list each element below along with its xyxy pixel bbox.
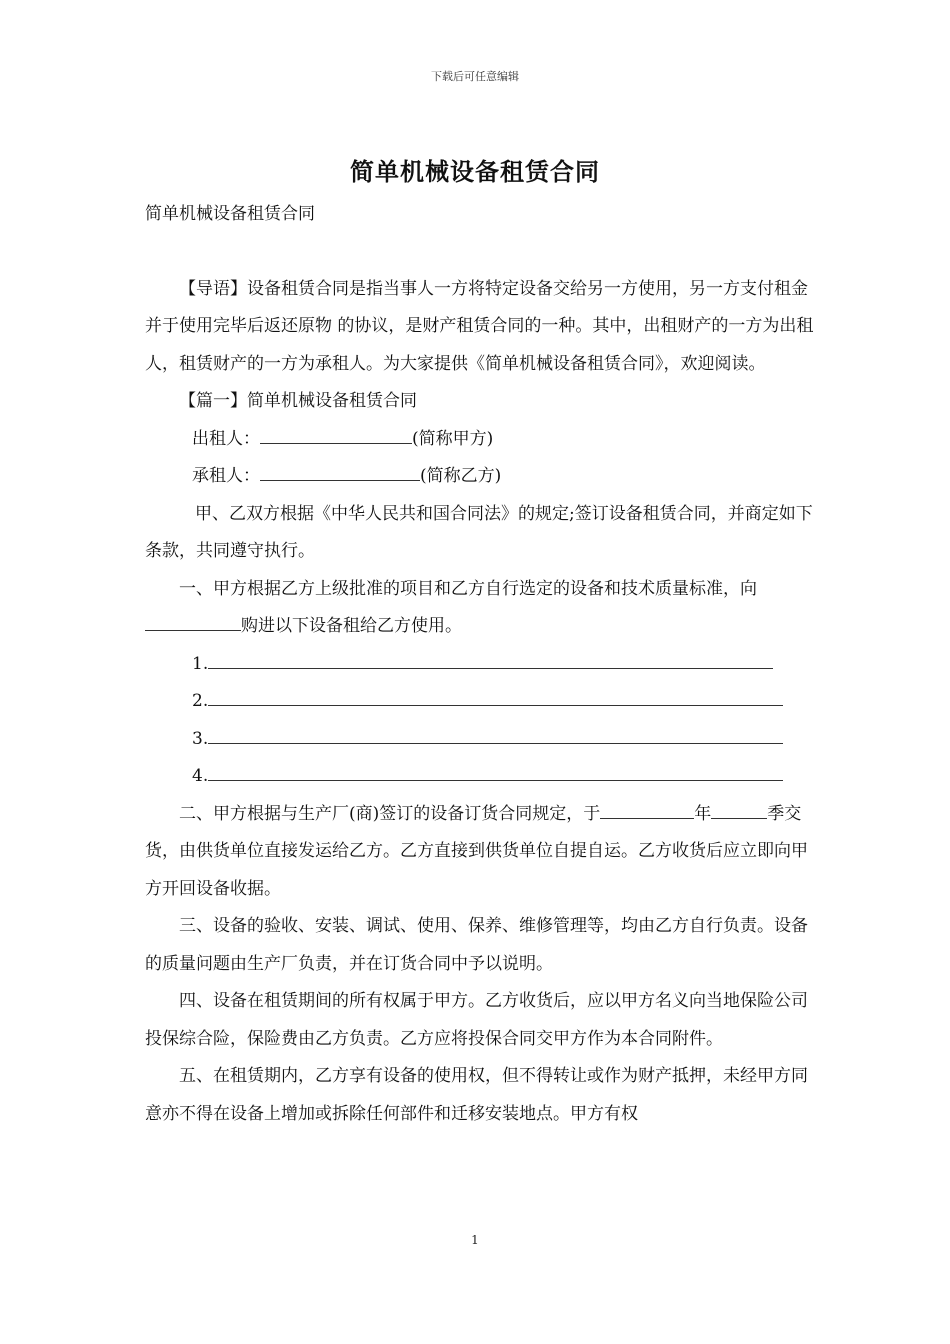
supplier-blank <box>145 610 241 631</box>
lessee-blank <box>260 460 420 481</box>
section-heading: 【篇一】简单机械设备租赁合同 <box>179 391 417 411</box>
clause-2-text-a: 二、甲方根据与生产厂(商)签订的设备订货合同规定，于 <box>179 803 601 824</box>
lessor-label: 出租人： <box>192 428 260 449</box>
item-blank <box>208 760 783 781</box>
clause-1-text-b: 购进以下设备租给乙方使用。 <box>241 616 462 636</box>
item-blank <box>208 685 783 706</box>
intro-paragraph: 【导语】设备租赁合同是指当事人一方将特定设备交给另一方使用，另一方支付租金并于使用完毕后返还原物 的协议，是财产租赁合同的一种。其中，出租财产的一方为出租人，租赁财产的一方为承租人。为大家提供《简单机械设备租赁合同》，欢迎阅读。 <box>145 278 814 374</box>
lessee-label: 承租人： <box>192 466 260 486</box>
year-blank <box>600 798 694 819</box>
item-number: 2. <box>192 691 209 711</box>
lessee-line <box>145 458 815 496</box>
agreement-paragraph: 甲、乙双方根据《中华人民共和国合同法》的规定;签订设备租赁合同，并商定如下条款，共同遵守执行。 <box>145 503 813 561</box>
header-note: 下载后可任意编辑 <box>431 70 519 83</box>
clause-1 <box>145 571 815 646</box>
clause-4: 四、设备在租赁期间的所有权属于甲方。乙方收货后，应以甲方名义向当地保险公司投保综合险，保险费由乙方负责。乙方应将投保合同交甲方作为本合同附件。 <box>145 991 808 1049</box>
lessee-suffix: (简称乙方) <box>420 466 502 486</box>
quarter-blank <box>711 798 767 819</box>
clause-2-text-c: 季交货，由供货单位直接发运给乙方。乙方直接到供货单位自提自运。乙方收货后应立即向甲方开回设备收据。 <box>145 803 808 899</box>
lessor-line <box>145 421 815 459</box>
item-number: 1. <box>192 653 209 674</box>
equipment-item-2 <box>145 683 815 721</box>
item-blank <box>208 723 783 744</box>
page-number: 1 <box>471 1233 479 1247</box>
lessor-blank <box>260 423 412 444</box>
equipment-item-1 <box>145 646 815 684</box>
equipment-item-4 <box>145 758 815 796</box>
clause-1-text-a: 一、甲方根据乙方上级批准的项目和乙方自行选定的设备和技术质量标准，向 <box>179 578 757 599</box>
document-title: 简单机械设备租赁合同 <box>350 157 600 186</box>
item-number: 3. <box>192 728 209 749</box>
spacer <box>145 234 815 271</box>
clause-3: 三、设备的验收、安装、调试、使用、保养、维修管理等，均由乙方自行负责。设备的质量问题由生产厂负责，并在订货合同中予以说明。 <box>145 916 808 974</box>
clause-2 <box>145 796 815 909</box>
lessor-suffix: (简称甲方) <box>412 428 494 449</box>
item-number: 4. <box>192 766 209 786</box>
clause-2-text-b: 年 <box>694 803 712 824</box>
document-subtitle: 简单机械设备租赁合同 <box>145 204 315 224</box>
clause-5: 五、在租赁期内，乙方享有设备的使用权，但不得转让或作为财产抵押，未经甲方同意亦不得在设备上增加或拆除任何部件和迁移安装地点。甲方有权 <box>145 1066 808 1124</box>
item-blank <box>208 648 773 669</box>
document-body <box>145 196 815 1133</box>
equipment-item-3 <box>145 721 815 759</box>
